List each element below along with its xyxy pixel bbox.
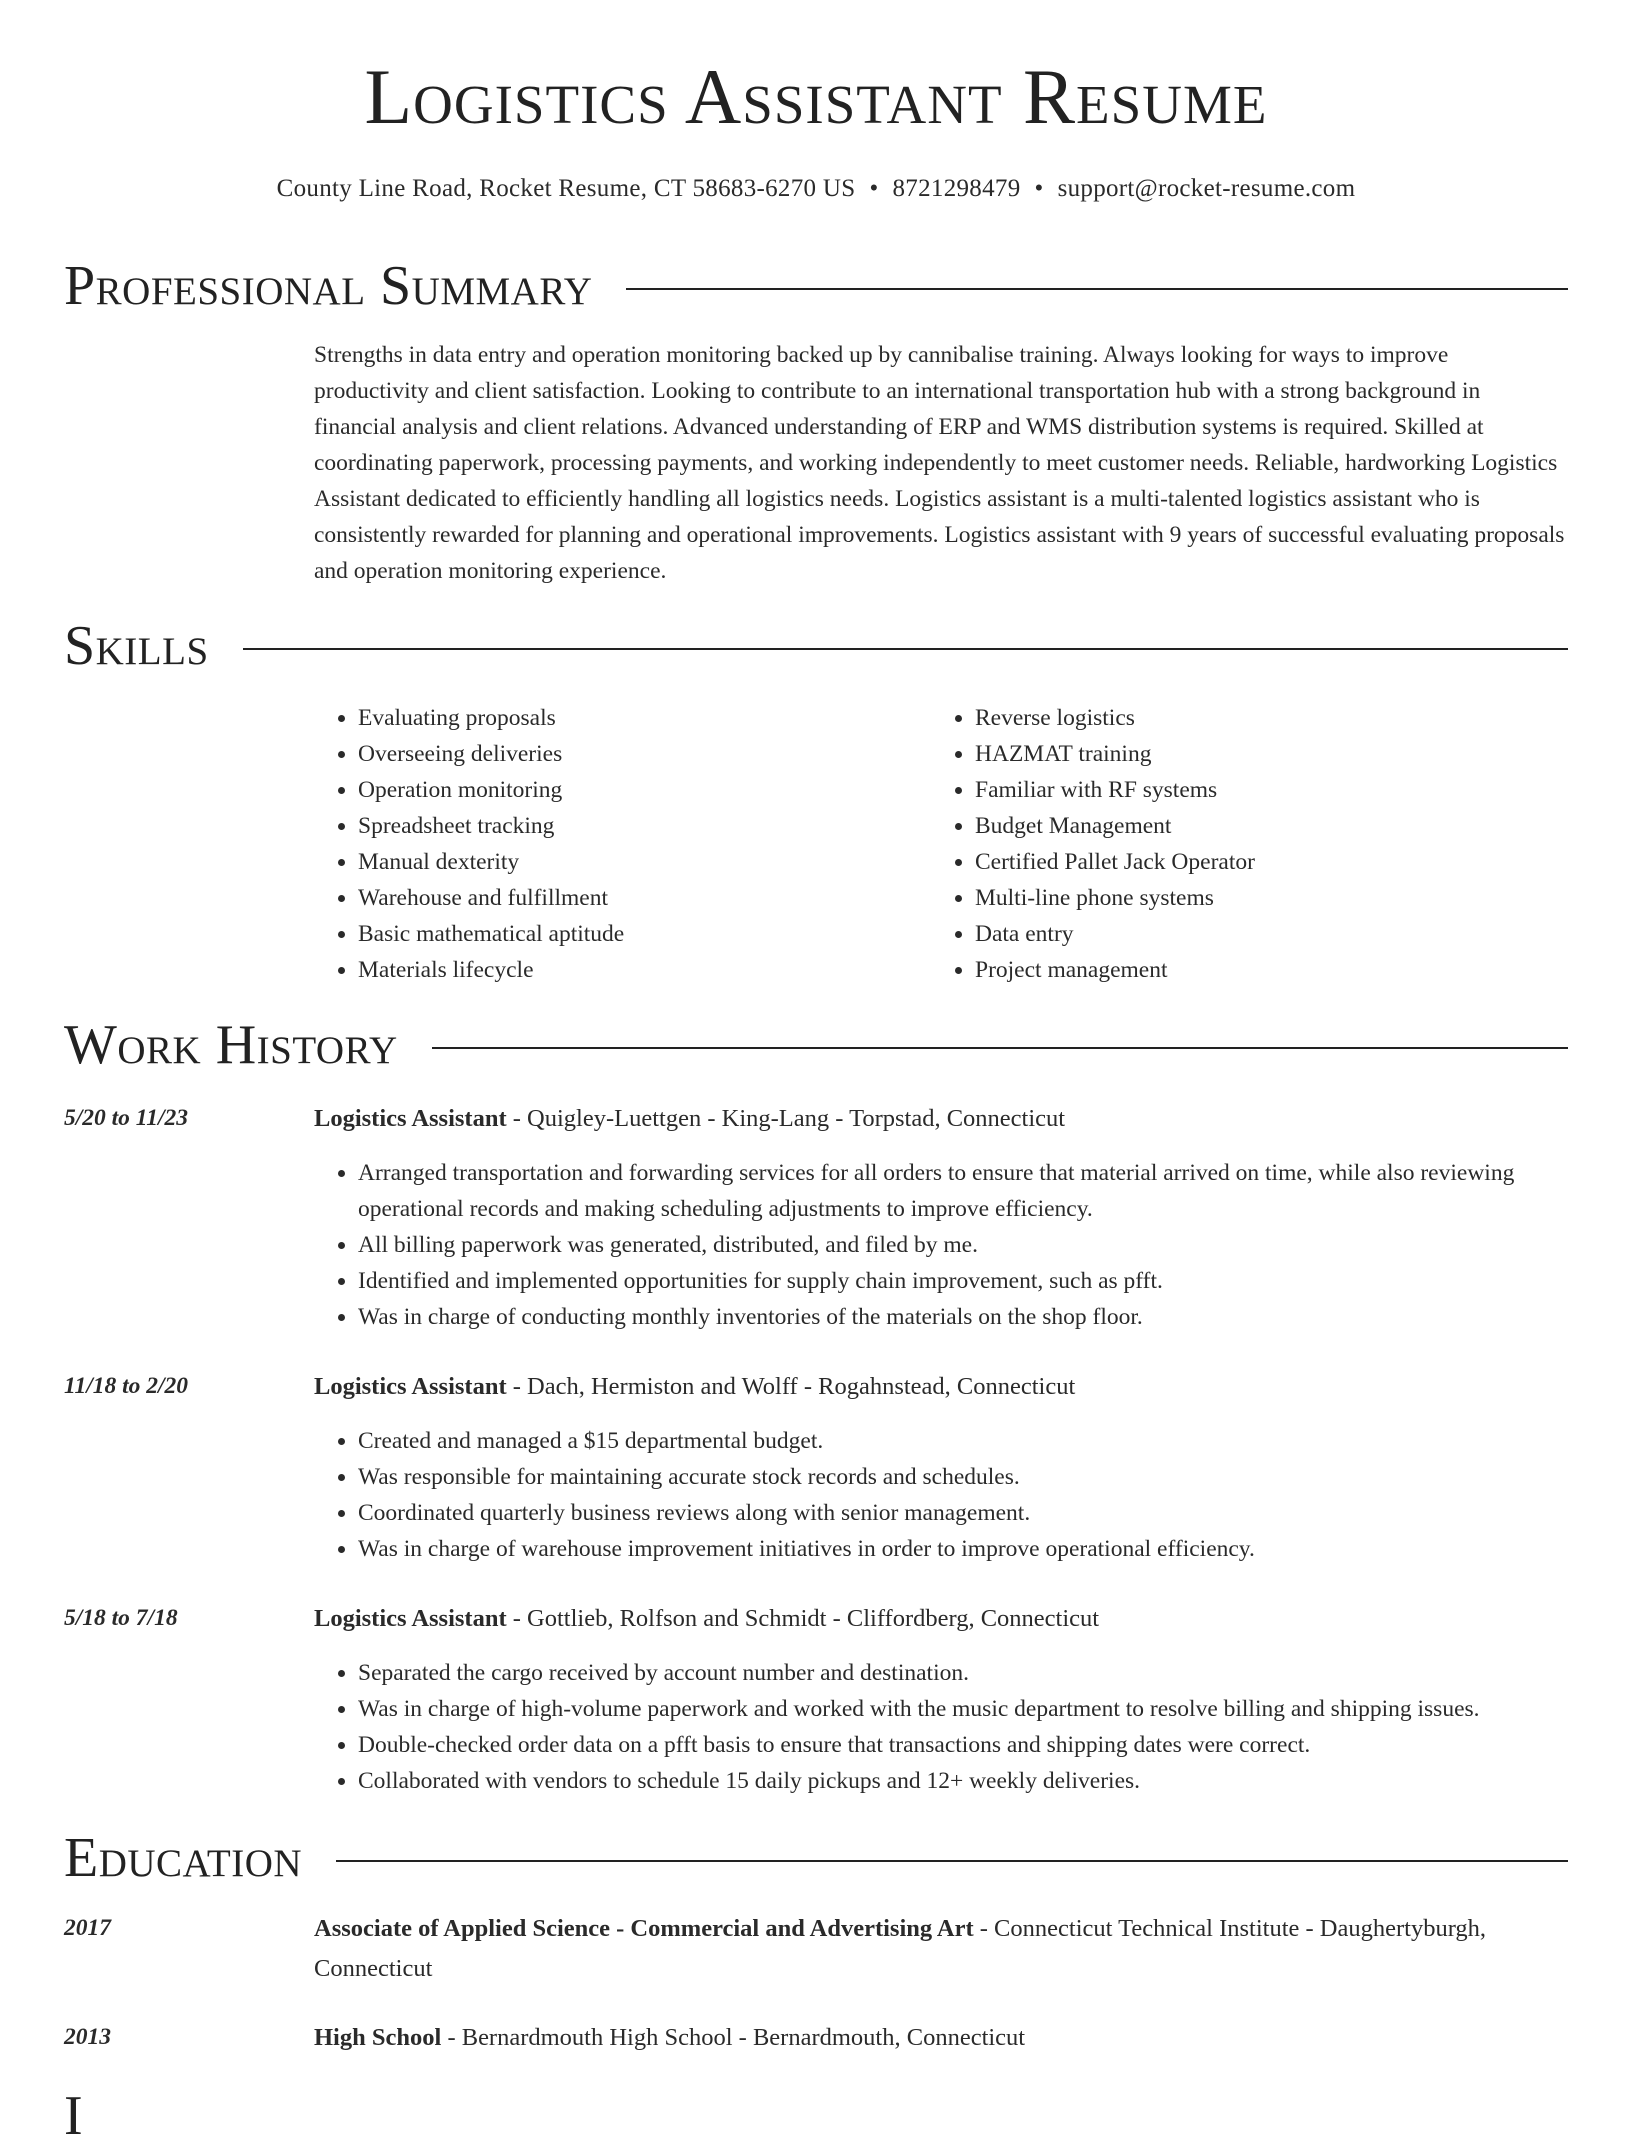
contact-address: County Line Road, Rocket Resume, CT 58683-6270 US: [276, 175, 856, 202]
job-dates: 5/18 to 7/18: [64, 1605, 178, 1631]
education-entry: [314, 1909, 1568, 1989]
summary-text: Strengths in data entry and operation monitoring backed up by cannibalise training. Always looking for ways to improve productivity and client satisfaction. Looking to contribute to an international transportation hub with a strong background in financial analysis and client relations. Advanced understanding of ERP and WMS distribution systems is required. Skilled at coordinating paperwork, processing payments, and working independently to meet customer needs. Reliable, hardworking Logistics Assistant dedicated to efficiently handling all logistics needs. Logistics assistant is a multi-talented logistics assistant who is consistently rewarded for planning and operational improvements. Logistics assistant with 9 years of successful evaluating proposals and operation monitoring experience.: [314, 342, 1565, 584]
education-year: 2017: [64, 1915, 111, 1941]
resume-title: Logistics Assistant Resume: [364, 53, 1268, 140]
contact-separator: •: [869, 175, 879, 202]
skills-left-column: [314, 700, 914, 988]
job-heading: [314, 1099, 1568, 1139]
job-dates: 11/18 to 2/20: [64, 1373, 189, 1399]
job-bullet: • Was in charge of conducting monthly inventories of the materials on the shop floor.: [358, 1299, 1568, 1335]
job-title: Logistics Assistant: [314, 1605, 507, 1632]
job-bullet: • Was responsible for maintaining accurate stock records and schedules.: [358, 1459, 1568, 1495]
job-employer: - Gottlieb, Rolfson and Schmidt - Cliffordberg, Connecticut: [506, 1605, 1100, 1632]
section-divider: [336, 1860, 1568, 1862]
summary-heading: Professional Summary: [64, 255, 593, 317]
work-heading: Work History: [64, 1014, 398, 1076]
job-bullets: [314, 1655, 1568, 1799]
education-section-header: [64, 1827, 1568, 1889]
skill-item: • Budget Management: [975, 808, 1531, 844]
education-degree: High School: [314, 2024, 442, 2051]
section-divider: [243, 648, 1568, 650]
job-bullet: • Coordinated quarterly business reviews along with senior management.: [358, 1495, 1568, 1531]
skill-item: • Operation monitoring: [358, 772, 914, 808]
job-heading: [314, 1599, 1568, 1639]
job-employer: - Quigley-Luettgen - King-Lang - Torpstad, Connecticut: [506, 1105, 1066, 1132]
education-school: - Connecticut Technical Institute - Daughertyburgh, Connecticut: [314, 1915, 1487, 1982]
skill-item: • Data entry: [975, 916, 1531, 952]
job-bullet: • Identified and implemented opportunities for supply chain improvement, such as pfft.: [358, 1263, 1568, 1299]
education-heading: Education: [64, 1827, 303, 1889]
section-divider: [626, 288, 1568, 290]
skill-item: • HAZMAT training: [975, 736, 1531, 772]
skills-heading: Skills: [64, 615, 209, 677]
skills-right-column: [931, 700, 1531, 988]
skill-item: • Project management: [975, 952, 1531, 988]
next-section-heading-partial: I: [64, 2085, 83, 2147]
job-employer: - Dach, Hermiston and Wolff - Rogahnstead, Connecticut: [506, 1373, 1076, 1400]
job-bullet: • Separated the cargo received by account number and destination.: [358, 1655, 1568, 1691]
education-entry: [314, 2018, 1568, 2058]
contact-phone: 8721298479: [892, 175, 1021, 202]
job-title: Logistics Assistant: [314, 1105, 507, 1132]
skill-item: • Warehouse and fulfillment: [358, 880, 914, 916]
skills-section-header: [64, 615, 1568, 677]
skill-item: • Multi-line phone systems: [975, 880, 1531, 916]
skill-item: • Spreadsheet tracking: [358, 808, 914, 844]
job-bullet: • All billing paperwork was generated, distributed, and filed by me.: [358, 1227, 1568, 1263]
skill-item: • Materials lifecycle: [358, 952, 914, 988]
education-year: 2013: [64, 2024, 111, 2050]
job-bullets: [314, 1423, 1568, 1567]
skill-item: • Manual dexterity: [358, 844, 914, 880]
summary-section-header: [64, 255, 1568, 317]
job-bullet: • Arranged transportation and forwarding services for all orders to ensure that material arrived on time, while also reviewing operational records and making scheduling adjustments to improve efficiency.: [358, 1155, 1568, 1227]
contact-line: [0, 175, 1632, 203]
job-heading: [314, 1367, 1568, 1407]
job-bullet: • Was in charge of warehouse improvement initiatives in order to improve operational efficiency.: [358, 1531, 1568, 1567]
contact-email[interactable]: support@rocket-resume.com: [1057, 175, 1356, 202]
skill-item: • Overseeing deliveries: [358, 736, 914, 772]
skill-item: • Familiar with RF systems: [975, 772, 1531, 808]
job-bullet: • Collaborated with vendors to schedule 15 daily pickups and 12+ weekly deliveries.: [358, 1763, 1568, 1799]
skill-item: • Certified Pallet Jack Operator: [975, 844, 1531, 880]
job-title: Logistics Assistant: [314, 1373, 507, 1400]
skill-item: • Basic mathematical aptitude: [358, 916, 914, 952]
job-bullets: [314, 1155, 1568, 1335]
skills-left-list: [314, 700, 914, 988]
job-bullet: • Was in charge of high-volume paperwork and worked with the music department to resolve billing and shipping issues.: [358, 1691, 1568, 1727]
job-dates: 5/20 to 11/23: [64, 1105, 189, 1131]
section-divider: [432, 1047, 1568, 1049]
job-bullet: • Created and managed a $15 departmental budget.: [358, 1423, 1568, 1459]
job-bullet: • Double-checked order data on a pfft basis to ensure that transactions and shipping dates were correct.: [358, 1727, 1568, 1763]
contact-separator: •: [1034, 175, 1044, 202]
skill-item: • Evaluating proposals: [358, 700, 914, 736]
education-degree: Associate of Applied Science - Commercial and Advertising Art: [314, 1915, 974, 1942]
skill-item: • Reverse logistics: [975, 700, 1531, 736]
skills-right-list: [931, 700, 1531, 988]
education-school: - Bernardmouth High School - Bernardmouth, Connecticut: [441, 2024, 1026, 2051]
work-section-header: [64, 1014, 1568, 1076]
